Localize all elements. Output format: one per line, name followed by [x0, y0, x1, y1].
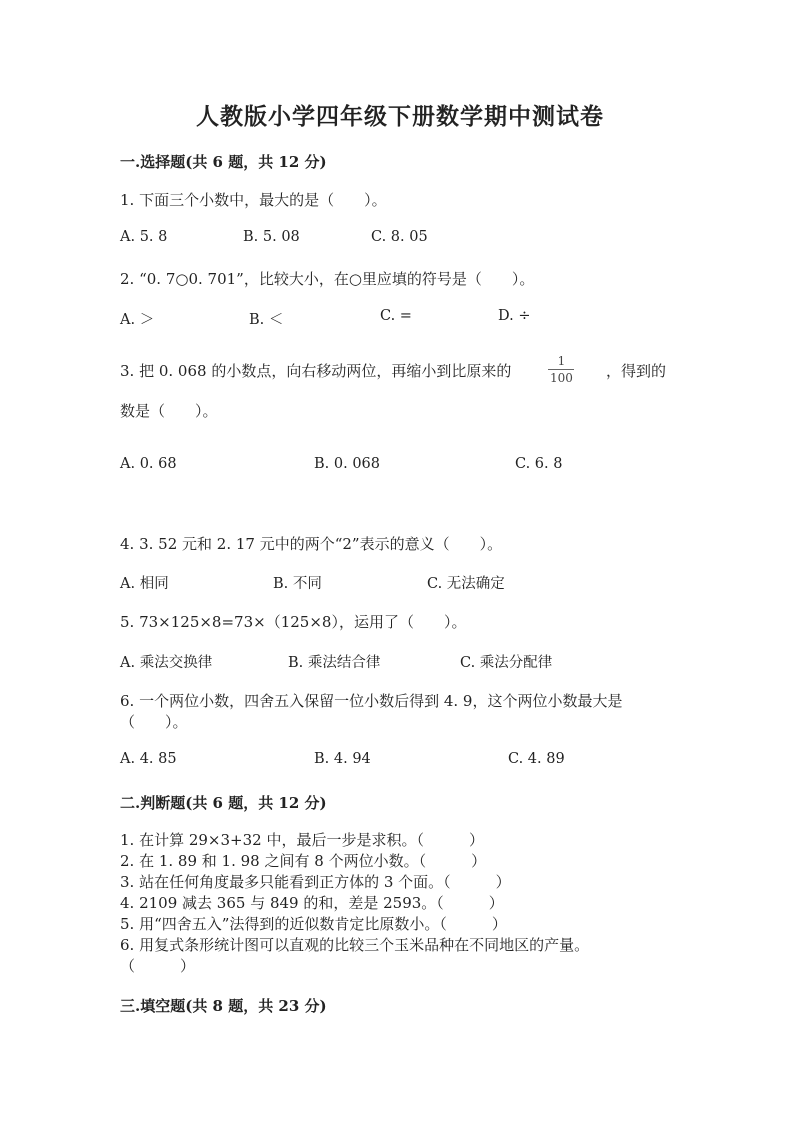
- section-heading-judge: 二.判断题(共 6 题，共 12 分): [120, 794, 327, 812]
- judge-question-6-answer: （ ）: [120, 957, 196, 975]
- judge-question-6: 6. 用复式条形统计图可以直观的比较三个玉米品种在不同地区的产量。: [120, 936, 590, 954]
- question-1-text: 1. 下面三个小数中，最大的是（ ）。: [120, 191, 387, 209]
- q5-option-a: A. 乘法交换律: [120, 655, 213, 671]
- q3-option-c: C. 6. 8: [515, 456, 563, 472]
- q5-option-b: B. 乘法结合律: [288, 655, 381, 671]
- question-3-text-part1: 3. 把 0. 068 的小数点，向右移动两位，再缩小到比原来的: [120, 362, 512, 380]
- fraction-denominator: 100: [550, 371, 573, 385]
- judge-question-4: 4. 2109 减去 365 与 849 的和，差是 2593。（ ）: [120, 894, 504, 912]
- judge-question-1: 1. 在计算 29×3+32 中，最后一步是求积。（ ）: [120, 831, 484, 849]
- q2-option-c: C. =: [380, 308, 412, 324]
- fraction-bar: [548, 369, 574, 370]
- q6-option-a: A. 4. 85: [120, 751, 177, 767]
- fraction-one-hundredth: [548, 354, 575, 385]
- q5-option-c: C. 乘法分配律: [460, 655, 553, 671]
- page-title: 人教版小学四年级下册数学期中测试卷: [196, 103, 604, 130]
- q4-option-b: B. 不同: [273, 576, 322, 592]
- q3-option-b: B. 0. 068: [314, 456, 380, 472]
- q6-option-c: C. 4. 89: [508, 751, 565, 767]
- question-6-text: 6. 一个两位小数，四舍五入保留一位小数后得到 4. 9，这个两位小数最大是: [120, 692, 623, 710]
- q1-option-a: A. 5. 8: [120, 229, 168, 245]
- question-4-text: 4. 3. 52 元和 2. 17 元中的两个“2”表示的意义（ ）。: [120, 535, 503, 553]
- q1-option-b: B. 5. 08: [243, 229, 300, 245]
- section-heading-fill: 三.填空题(共 8 题，共 23 分): [120, 997, 327, 1015]
- q6-option-b: B. 4. 94: [314, 751, 371, 767]
- question-6-text-line2: （ ）。: [120, 713, 188, 731]
- q1-option-c: C. 8. 05: [371, 229, 428, 245]
- q2-option-b: B. ＜: [249, 312, 284, 328]
- judge-question-5: 5. 用“四舍五入”法得到的近似数肯定比原数小。（ ）: [120, 915, 507, 933]
- question-5-text: 5. 73×125×8=73×（125×8），运用了（ ）。: [120, 613, 467, 631]
- q3-option-a: A. 0. 68: [120, 456, 177, 472]
- judge-question-3: 3. 站在任何角度最多只能看到正方体的 3 个面。（ ）: [120, 873, 511, 891]
- q4-option-a: A. 相同: [120, 576, 169, 592]
- q2-option-a: A. ＞: [120, 312, 155, 328]
- judge-question-2: 2. 在 1. 89 和 1. 98 之间有 8 个两位小数。（ ）: [120, 852, 487, 870]
- question-2-text: 2. “0. 7○0. 701”，比较大小，在○里应填的符号是（ ）。: [120, 270, 535, 288]
- q4-option-c: C. 无法确定: [427, 576, 505, 592]
- question-3-text-part2: ，得到的: [606, 362, 667, 380]
- fraction-numerator: 1: [557, 354, 566, 368]
- q2-option-d: D. ÷: [498, 308, 531, 324]
- question-3-text-line2: 数是（ ）。: [120, 402, 218, 420]
- section-heading-choice: 一.选择题(共 6 题，共 12 分): [120, 153, 327, 171]
